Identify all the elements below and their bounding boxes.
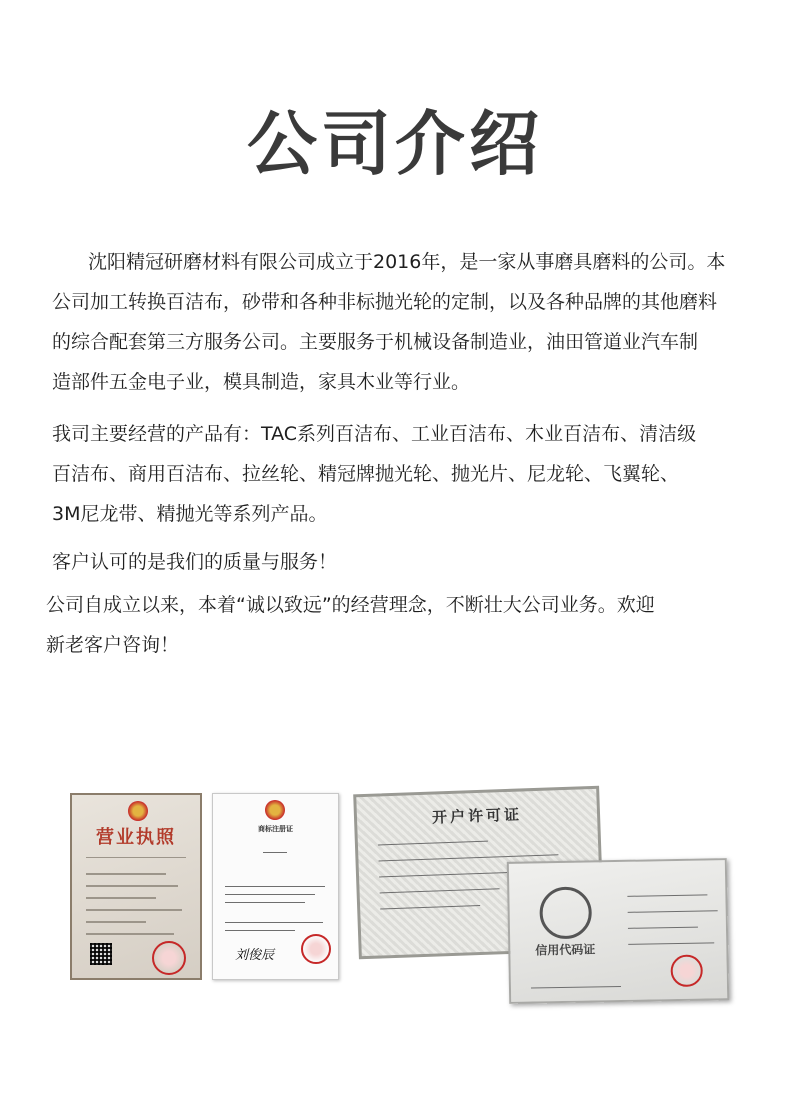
products-line: 百洁布、商用百洁布、拉丝轮、精冠牌抛光轮、抛光片、尼龙轮、飞翼轮、 (52, 463, 680, 485)
products-line: 3M尼龙带、精抛光等系列产品。 (52, 503, 328, 525)
closing-line: 公司自成立以来，本着“诚以致远”的经营理念，不断壮大公司业务。欢迎 (46, 594, 655, 616)
red-seal-icon (301, 934, 331, 964)
red-seal-icon (670, 955, 703, 988)
red-seal-icon (152, 941, 186, 975)
qr-code-icon (90, 943, 112, 965)
business-license-image (70, 793, 202, 980)
credit-code-card-image (507, 858, 729, 1004)
products-paragraph (48, 414, 760, 534)
intro-paragraph (48, 242, 760, 402)
products-line: 我司主要经营的产品有：TAC系列百洁布、工业百洁布、木业百洁布、清洁级 (52, 423, 697, 445)
closing-line: 新老客户咨询！ (46, 634, 180, 656)
closing-paragraph (46, 585, 758, 665)
credit-card-text: 信用代码证 (535, 942, 596, 958)
trademark-signature: 刘俊辰 (235, 948, 275, 963)
recognition-line: 客户认可的是我们的质量与服务！ (52, 551, 338, 573)
intro-line: 公司加工转换百洁布，砂带和各种非标抛光轮的定制，以及各种品牌的其他磨料 (52, 291, 718, 313)
intro-line: 的综合配套第三方服务公司。主要服务于机械设备制造业，油田管道业汽车制 (52, 331, 699, 353)
national-emblem-icon (265, 800, 285, 820)
trademark-certificate-image (212, 793, 339, 980)
account-permit-title: 开户许可证 (431, 805, 523, 827)
page-title: 公司介绍 (247, 103, 543, 185)
trademark-title: 商标注册证 (258, 824, 293, 833)
intro-line: 沈阳精冠研磨材料有限公司成立于2016年，是一家从事磨具磨料的公司。本 (88, 251, 726, 273)
seal-logo-icon (539, 886, 592, 939)
intro-line: 造部件五金电子业，模具制造，家具木业等行业。 (52, 371, 471, 393)
license-title: 营业执照 (96, 827, 176, 848)
national-emblem-icon (128, 801, 148, 821)
